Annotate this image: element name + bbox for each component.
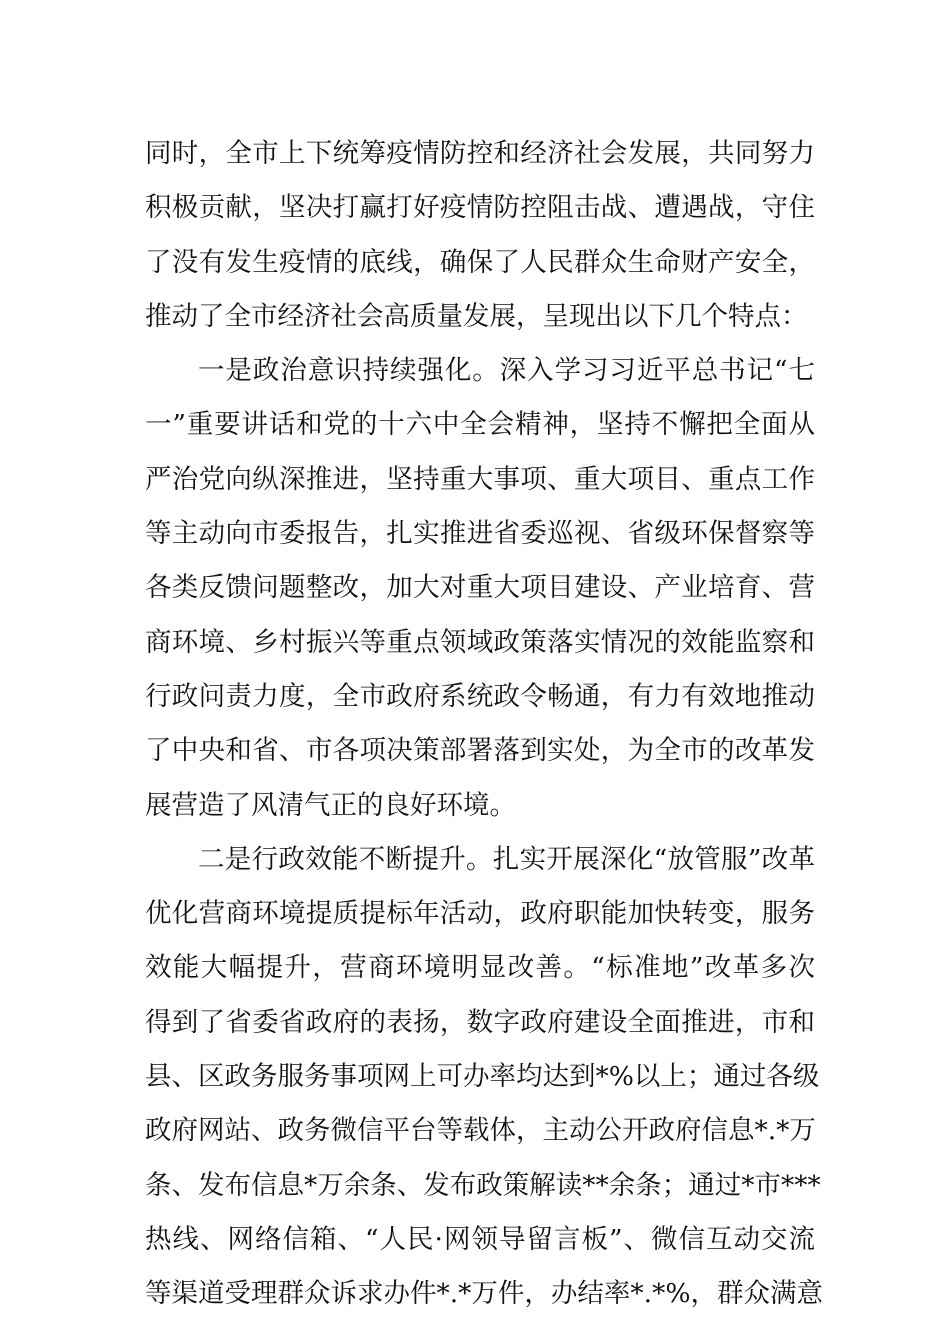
text-line: 县、区政务服务事项网上可办率均达到*%以上；通过各级 [145, 1061, 820, 1093]
text-line: 推动了全市经济社会高质量发展，呈现出以下几个特点： [145, 300, 808, 332]
text-line: 行政问责力度，全市政府系统政令畅通，有力有效地推动 [145, 680, 815, 712]
text-line: 同时，全市上下统筹疫情防控和经济社会发展，共同努力 [145, 138, 815, 169]
text-line: 效能大幅提升，营商环境明显改善。“标准地”改革多次 [145, 952, 815, 984]
text-line: 一”重要讲话和党的十六中全会精神，坚持不懈把全面从 [145, 409, 815, 441]
text-line: 等主动向市委报告，扎实推进省委巡视、省级环保督察等 [145, 518, 815, 550]
text-line: 优化营商环境提质提标年活动，政府职能加快转变，服务 [145, 898, 815, 930]
text-line: 政府网站、政务微信平台等载体，主动公开政府信息*.*万 [145, 1115, 816, 1147]
paragraph-first-line: 二是行政效能不断提升。扎实开展深化“放管服”改革 [198, 843, 815, 875]
body-text [145, 127, 824, 1322]
text-line: 了没有发生疫情的底线，确保了人民群众生命财产安全， [145, 246, 815, 278]
text-line: 商环境、乡村振兴等重点领域政策落实情况的效能监察和 [145, 626, 815, 658]
paragraph-first-line: 一是政治意识持续强化。深入学习习近平总书记“七 [198, 355, 815, 387]
text-line: 条、发布信息*万余条、发布政策解读**余条；通过*市*** [145, 1169, 821, 1201]
text-line: 得到了省委省政府的表扬，数字政府建设全面推进，市和 [145, 1006, 815, 1038]
text-line: 等渠道受理群众诉求办件*.*万件，办结率*.*%，群众满意 [145, 1278, 824, 1310]
text-line: 展营造了风清气正的良好环境。 [145, 789, 516, 821]
text-line: 严治党向纵深推进，坚持重大事项、重大项目、重点工作 [145, 463, 815, 495]
text-line: 积极贡献，坚决打赢打好疫情防控阻击战、遭遇战，守住 [145, 192, 815, 224]
text-line: 各类反馈问题整改，加大对重大项目建设、产业培育、营 [145, 572, 815, 604]
text-line: 热线、网络信箱、“人民·网领导留言板”、微信互动交流 [145, 1223, 815, 1255]
text-line: 了中央和省、市各项决策部署落到实处，为全市的改革发 [145, 735, 815, 767]
